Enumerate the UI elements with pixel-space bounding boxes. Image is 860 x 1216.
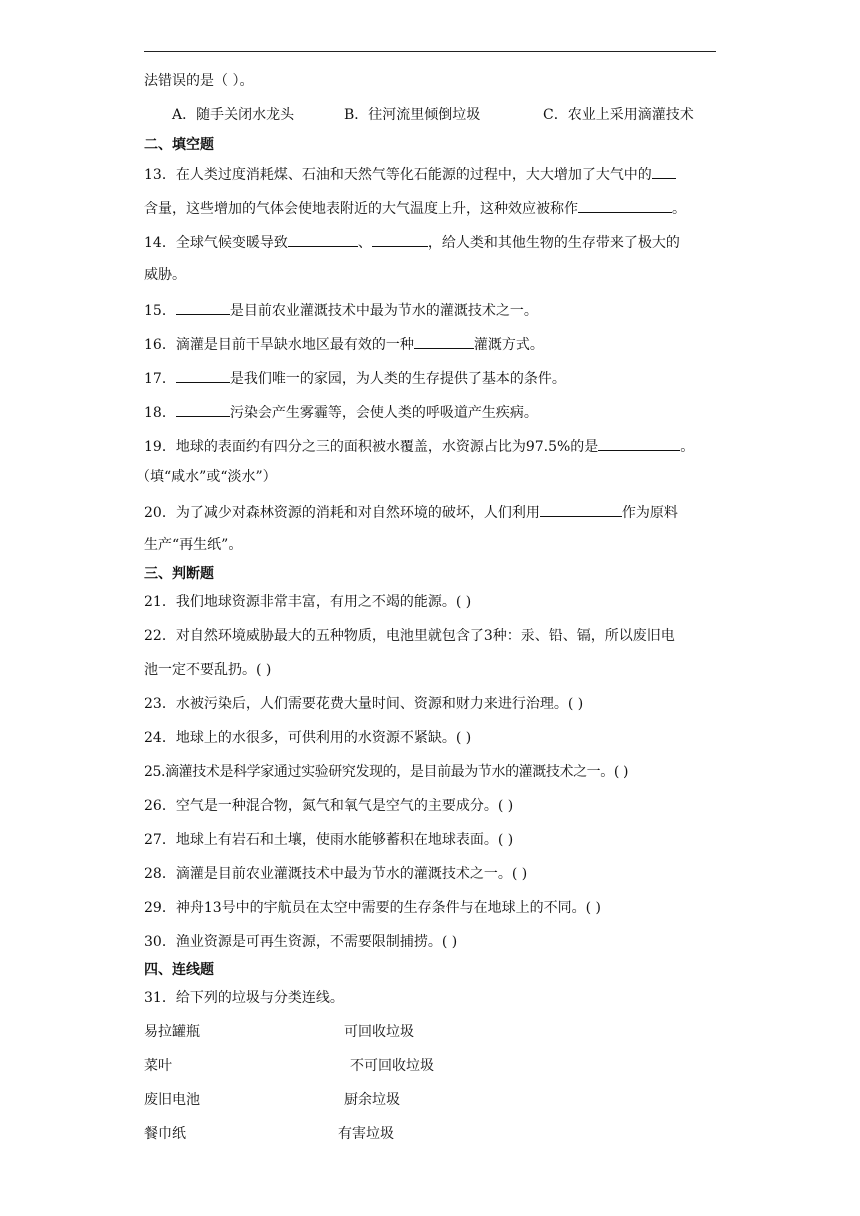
q16-text-1: 16．滴灌是目前干旱缺水地区最有效的一种 xyxy=(144,337,414,353)
q17 xyxy=(144,368,566,388)
q20-text-2: 作为原料 xyxy=(621,505,678,521)
q17-number: 17． xyxy=(144,371,176,387)
q13-line2 xyxy=(144,198,686,218)
q15-blank[interactable] xyxy=(176,300,230,315)
q20-line2: 生产“再生纸”。 xyxy=(144,537,243,553)
match-right-item[interactable]: 不可回收垃圾 xyxy=(350,1058,434,1074)
q14-blank-2[interactable] xyxy=(372,232,428,247)
match-left-item[interactable]: 菜叶 xyxy=(144,1058,172,1074)
q17-text: 是我们唯一的家园，为人类的生存提供了基本的条件。 xyxy=(229,371,566,387)
q18-blank[interactable] xyxy=(176,402,230,417)
q22-line2: 池一定不要乱扔。( ) xyxy=(144,662,272,678)
q16-blank[interactable] xyxy=(414,334,474,349)
q27: 27．地球上有岩石和土壤，使雨水能够蓄积在地球表面。( ) xyxy=(144,832,514,848)
q12-option-a: A．随手关闭水龙头 xyxy=(172,107,295,123)
q13-text-1: 13．在人类过度消耗煤、石油和天然气等化石能源的过程中，大大增加了大气中的 xyxy=(144,167,652,183)
section-judge-heading: 三、判断题 xyxy=(144,566,214,582)
q13-blank-1[interactable] xyxy=(652,164,676,179)
match-right-item[interactable]: 可回收垃圾 xyxy=(344,1024,414,1040)
q12-continuation: 法错误的是（ ）。 xyxy=(144,73,254,89)
q16-text-2: 灌溉方式。 xyxy=(473,337,544,353)
q15-number: 15． xyxy=(144,303,176,319)
q14-text-2: 、 xyxy=(357,235,372,251)
q13-line1 xyxy=(144,164,676,184)
match-left-item[interactable]: 餐巾纸 xyxy=(144,1126,186,1142)
q15-text: 是目前农业灌溉技术中最为节水的灌溉技术之一。 xyxy=(229,303,538,319)
match-right-item[interactable]: 厨余垃圾 xyxy=(344,1092,400,1108)
q14-line2: 威胁。 xyxy=(144,267,186,283)
q18-number: 18． xyxy=(144,405,176,421)
q14-line1 xyxy=(144,232,680,252)
q14-text-1: 14．全球气候变暖导致 xyxy=(144,235,288,251)
q26: 26．空气是一种混合物，氮气和氧气是空气的主要成分。( ) xyxy=(144,798,514,814)
match-left-item[interactable]: 废旧电池 xyxy=(144,1092,200,1108)
q19-blank[interactable] xyxy=(598,436,680,451)
q31: 31．给下列的垃圾与分类连线。 xyxy=(144,990,344,1006)
q13-text-2: 含量，这些增加的气体会使地表附近的大气温度上升，这种效应被称作 xyxy=(144,201,578,217)
q23: 23．水被污染后，人们需要花费大量时间、资源和财力来进行治理。( ) xyxy=(144,696,584,712)
q19-text-1: 19．地球的表面约有四分之三的面积被水覆盖，水资源占比为97.5%的是 xyxy=(144,439,599,455)
q13-text-3: 。 xyxy=(672,201,686,217)
q30: 30．渔业资源是可再生资源，不需要限制捕捞。( ) xyxy=(144,934,458,950)
match-right-item[interactable]: 有害垃圾 xyxy=(338,1126,394,1142)
q12-option-c: C．农业上采用滴灌技术 xyxy=(543,107,694,123)
q17-blank[interactable] xyxy=(176,368,230,383)
q14-text-3: ，给人类和其他生物的生存带来了极大的 xyxy=(427,235,680,251)
header-rule xyxy=(144,51,716,52)
q21: 21．我们地球资源非常丰富，有用之不竭的能源。( ) xyxy=(144,594,472,610)
q16 xyxy=(144,334,544,354)
q18-text: 污染会产生雾霾等，会使人类的呼吸道产生疾病。 xyxy=(229,405,538,421)
q14-blank-1[interactable] xyxy=(288,232,358,247)
q25: 25.滴灌技术是科学家通过实验研究发现的，是目前最为节水的灌溉技术之一。( ) xyxy=(144,764,629,780)
section-match-heading: 四、连线题 xyxy=(144,962,214,978)
q20-line1 xyxy=(144,502,678,522)
q15 xyxy=(144,300,538,320)
q19-line2: （填“咸水”或“淡水”） xyxy=(136,469,277,485)
q20-text-1: 20．为了减少对森林资源的消耗和对自然环境的破坏，人们利用 xyxy=(144,505,540,521)
q28: 28．滴灌是目前农业灌溉技术中最为节水的灌溉技术之一。( ) xyxy=(144,866,528,882)
q18 xyxy=(144,402,538,422)
q22-line1: 22．对自然环境威胁最大的五种物质，电池里就包含了3种：汞、铅、镉，所以废旧电 xyxy=(144,628,675,644)
q19-line1 xyxy=(144,436,694,456)
q12-option-b: B．往河流里倾倒垃圾 xyxy=(344,107,481,123)
q20-blank[interactable] xyxy=(540,502,622,517)
match-left-item[interactable]: 易拉罐瓶 xyxy=(144,1024,200,1040)
q19-text-2: 。 xyxy=(680,439,695,455)
q24: 24．地球上的水很多，可供利用的水资源不紧缺。( ) xyxy=(144,730,472,746)
q13-blank-2[interactable] xyxy=(578,198,672,213)
q29: 29．神舟13号中的宇航员在太空中需要的生存条件与在地球上的不同。( ) xyxy=(144,900,602,916)
section-fill-heading: 二、填空题 xyxy=(144,137,214,153)
